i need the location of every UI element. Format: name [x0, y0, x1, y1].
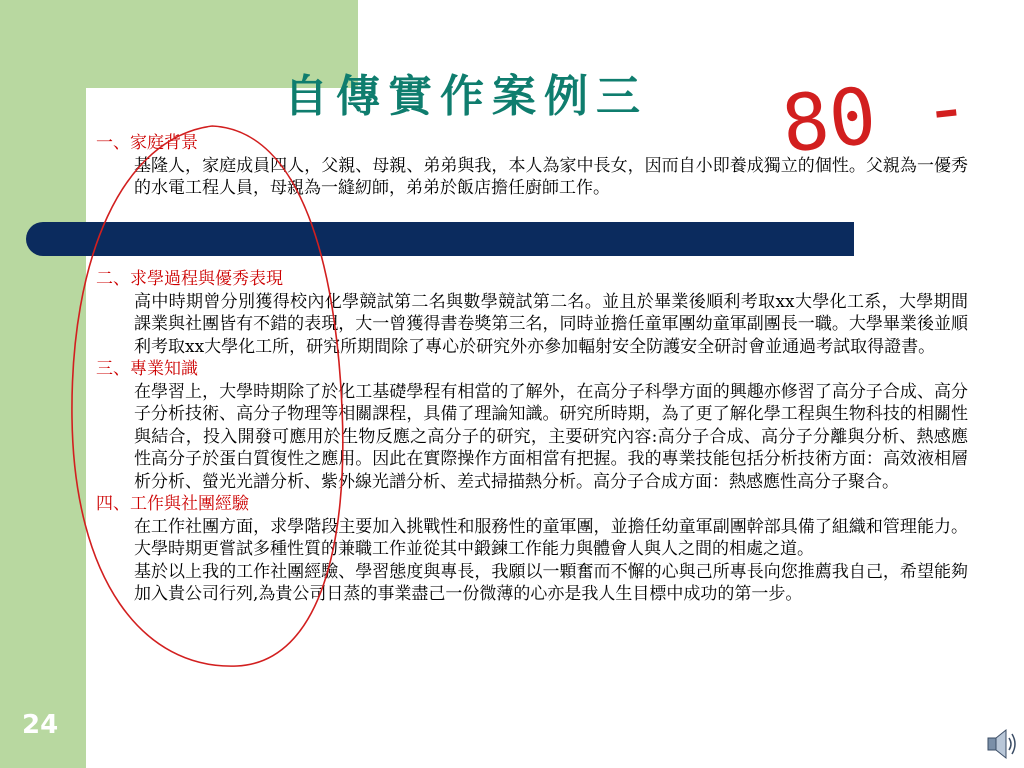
section-paragraph: 高中時期曾分別獲得校內化學競試第二名與數學競試第二名。並且於畢業後順利考取xx大學化工系，大學期間課業與社團皆有不錯的表現，大一曾獲得書卷獎第三名，同時並擔任童軍團幼童軍副團長一職。大學畢業後並順利考取xx大學化工所，研究所期間除了專心於研究外亦參加輻射安全防護安全研討會並通過考試取得證書。	[134, 291, 968, 357]
green-sidebar-background	[0, 0, 86, 768]
section-heading: 四、工作與社團經驗	[96, 494, 249, 514]
section-paragraph: 基於以上我的工作社團經驗、學習態度與專長，我願以一顆奮而不懈的心與己所專長向您推薦我自己，希望能夠加入貴公司行列,為貴公司日蒸的事業盡己一份微薄的心亦是我人生目標中成功的第一步。	[134, 561, 968, 604]
section-paragraph: 在工作社團方面，求學階段主要加入挑戰性和服務性的童軍團，並擔任幼童軍副團幹部具備了組織和管理能力。大學時期更嘗試多種性質的兼職工作並從其中鍛鍊工作能力與體會人與人之間的相處之道。	[134, 516, 968, 559]
section-heading: 三、專業知識	[96, 359, 198, 379]
section-paragraph: 基隆人，家庭成員四人，父親、母親、弟弟與我，本人為家中長女，因而自小即養成獨立的個性。父親為一優秀的水電工程人員，母親為一縫紉師，弟弟於飯店擔任廚師工作。	[134, 155, 968, 198]
section-family-background	[96, 132, 968, 200]
section-heading: 一、家庭背景	[96, 133, 198, 153]
slide-title: 自傳實作案例三	[284, 71, 648, 122]
speaker-icon[interactable]	[986, 726, 1018, 762]
page-number: 24	[22, 710, 59, 740]
section-heading: 二、求學過程與優秀表現	[96, 269, 283, 289]
navy-divider-bar	[26, 222, 854, 256]
section-list-lower	[96, 268, 968, 606]
section-paragraph: 在學習上，大學時期除了於化工基礎學程有相當的了解外，在高分子科學方面的興趣亦修習了高分子合成、高分子分析技術、高分子物理等相關課程，具備了理論知識。研究所時期，為了更了解化學工程與生物科技的相關性與結合，投入開發可應用於生物反應之高分子的研究，主要研究內容:高分子合成、高分子分離與分析、熱感應性高分子於蛋白質復性之應用。因此在實際操作方面相當有把握。我的專業技能包括分析技術方面：高效液相層析分析、螢光光譜分析、紫外線光譜分析、差式掃描熱分析。高分子合成方面：熱感應性高分子聚合。	[134, 381, 968, 492]
handwritten-score-text: 80 -	[777, 61, 974, 171]
